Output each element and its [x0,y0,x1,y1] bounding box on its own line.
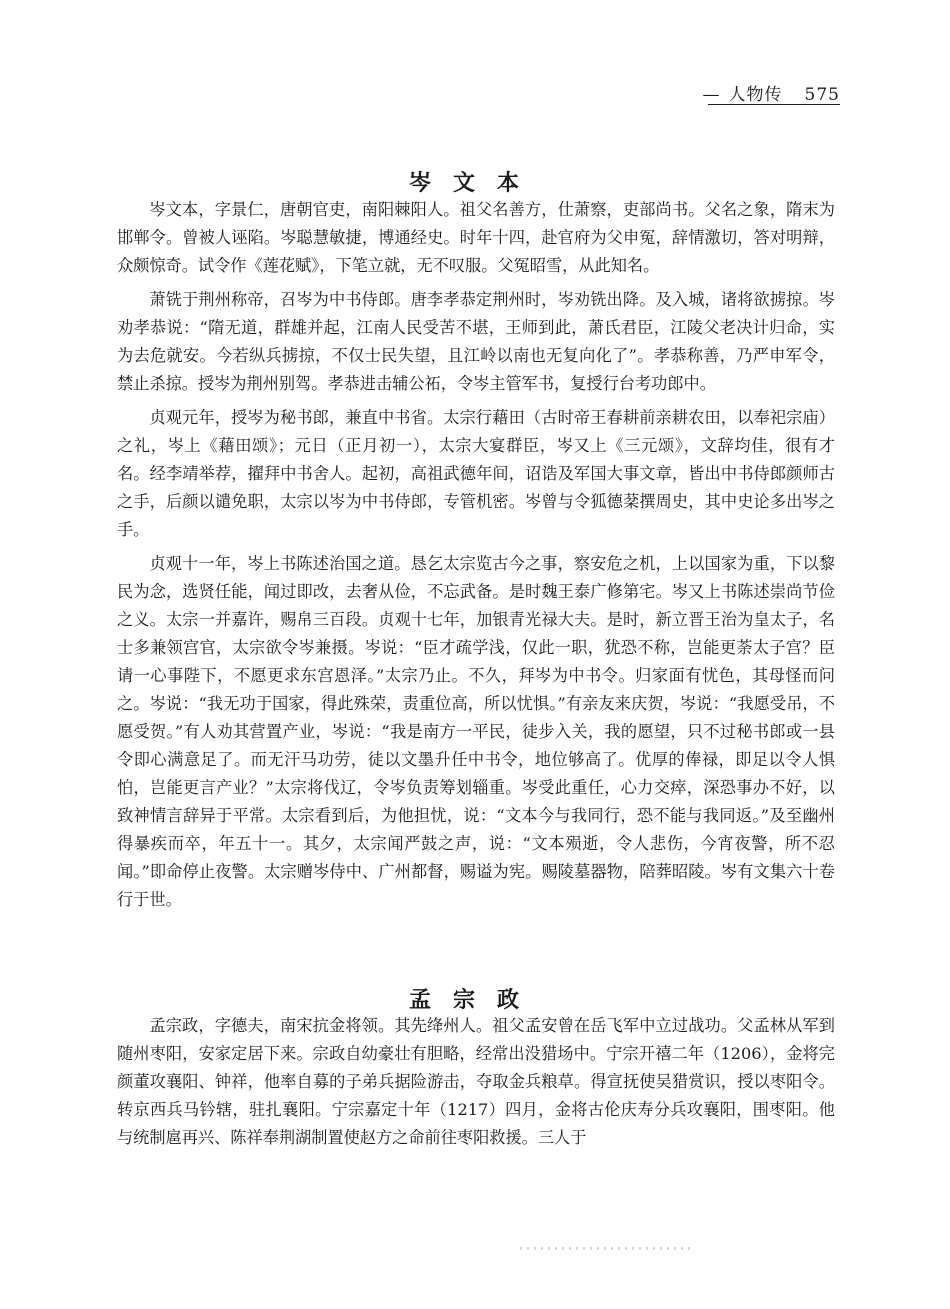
paragraph: 萧铣于荆州称帝，召岑为中书侍郎。唐李孝恭定荆州时，岑劝铣出降。及入城，诸将欲掳掠。岑劝孝恭说：“隋无道，群雄并起，江南人民受苦不堪，王师到此，萧氏君臣，江陵父老决计归命，实为去危就安。今若纵兵掳掠，不仅士民失望，且江岭以南也无复向化了”。孝恭称善，乃严申军令，禁止杀掠。授岑为荆州别驾。孝恭进击辅公祏，令岑主管军书，复授行台考功郎中。 [117,290,835,393]
page-number: 575 [804,85,840,105]
header-dash: — [702,85,721,105]
paragraph: 贞观元年，授岑为秘书郎，兼直中书省。太宗行藉田（古时帝王春耕前亲耕农田，以奉祀宗庙）之礼，岑上《藉田颂》；元日（正月初一），太宗大宴群臣，岑又上《三元颂》，文辞均佳，很有才名。经李靖举荐，擢拜中书舍人。起初，高祖武德年间，诏诰及军国大事文章，皆出中书侍郎颜师古之手，后颜以谴免职，太宗以岑为中书侍郎，专管机密。岑曾与令狐德棻撰周史，其中史论多出岑之手。 [117,408,835,539]
header-rule [708,104,840,105]
paragraph: 岑文本，字景仁，唐朝官吏，南阳棘阳人。祖父名善方，仕萧察，吏部尚书。父名之象，隋末为邯郸令。曾被人诬陷。岑聪慧敏捷，博通经史。时年十四，赴官府为父申冤，辞情激切，答对明辩，众颇惊奇。试令作《莲花赋》，下笔立就，无不叹服。父冤昭雪，从此知名。 [117,200,835,275]
running-header [703,80,840,105]
scan-artifact [520,1247,690,1250]
paragraph: 孟宗政，字德夫，南宋抗金将领。其先绛州人。祖父孟安曾在岳飞军中立过战功。父孟林从军到随州枣阳，安家定居下来。宗政自幼豪壮有胆略，经常出没猎场中。宁宗开禧二年（1206），金将完颜董攻襄阳、钟祥，他率自募的子弟兵据险游击，夺取金兵粮草。得宣抚使吴猎赏识，授以枣阳令。转京西兵马钤辖，驻扎襄阳。宁宗嘉定十年（1217）四月，金将古伦庆寿分兵攻襄阳，围枣阳。他与统制扈再兴、陈祥奉荆湖制置使赵方之命前往枣阳救援。三人于 [117,1016,835,1147]
header-section-title: 人物传 [728,85,783,105]
paragraph: 贞观十一年，岑上书陈述治国之道。恳乞太宗览古今之事，察安危之机，上以国家为重，下以黎民为念，选贤任能，闻过即改，去奢从俭，不忘武备。是时魏王泰广修第宅。岑又上书陈述崇尚节俭之义。太宗一并嘉许，赐帛三百段。贞观十七年，加银青光禄大夫。是时，新立晋王治为皇太子，名士多兼领宫官，太宗欲令岑兼摄。岑说：“臣才疏学浅，仅此一职，犹恐不称，岂能更荼太子宫？臣请一心事陛下，不愿更求东宫恩泽。”太宗乃止。不久，拜岑为中书令。归家面有忧色，其母怪而问之。岑说：“我无功于国家，得此殊荣，责重位高，所以忧惧。”有亲友来庆贺，岑说：“我愿受吊，不愿受贺。”有人劝其营置产业，岑说：“我是南方一平民，徒步入关，我的愿望，只不过秘书郎或一县令即心满意足了。而无汗马功劳，徒以文墨升任中书令，地位够高了。优厚的俸禄，即足以令人惧怕，岂能更言产业？”太宗将伐辽，令岑负责筹划辎重。岑受此重任，心力交瘁，深恐事办不好，以致神情言辞异于平常。太宗看到后，为他担忧，说：“文本今与我同行，恐不能与我同返。”及至幽州得暴疾而卒，年五十一。其夕，太宗闻严鼓之声，说：“文本殒逝，令人悲伤，今宵夜警，所不忍闻。”即命停止夜警。太宗赠岑侍中、广州都督，赐谥为宪。赐陵墓器物，陪葬昭陵。岑有文集六十卷行于世。 [117,554,835,909]
entry-title-meng-zongzheng: 孟宗政 [408,988,541,1014]
entry-body-meng-zongzheng [117,1012,835,1158]
entry-title-cen-wenben: 岑文本 [408,171,541,197]
entry-body-cen-wenben [117,196,835,920]
